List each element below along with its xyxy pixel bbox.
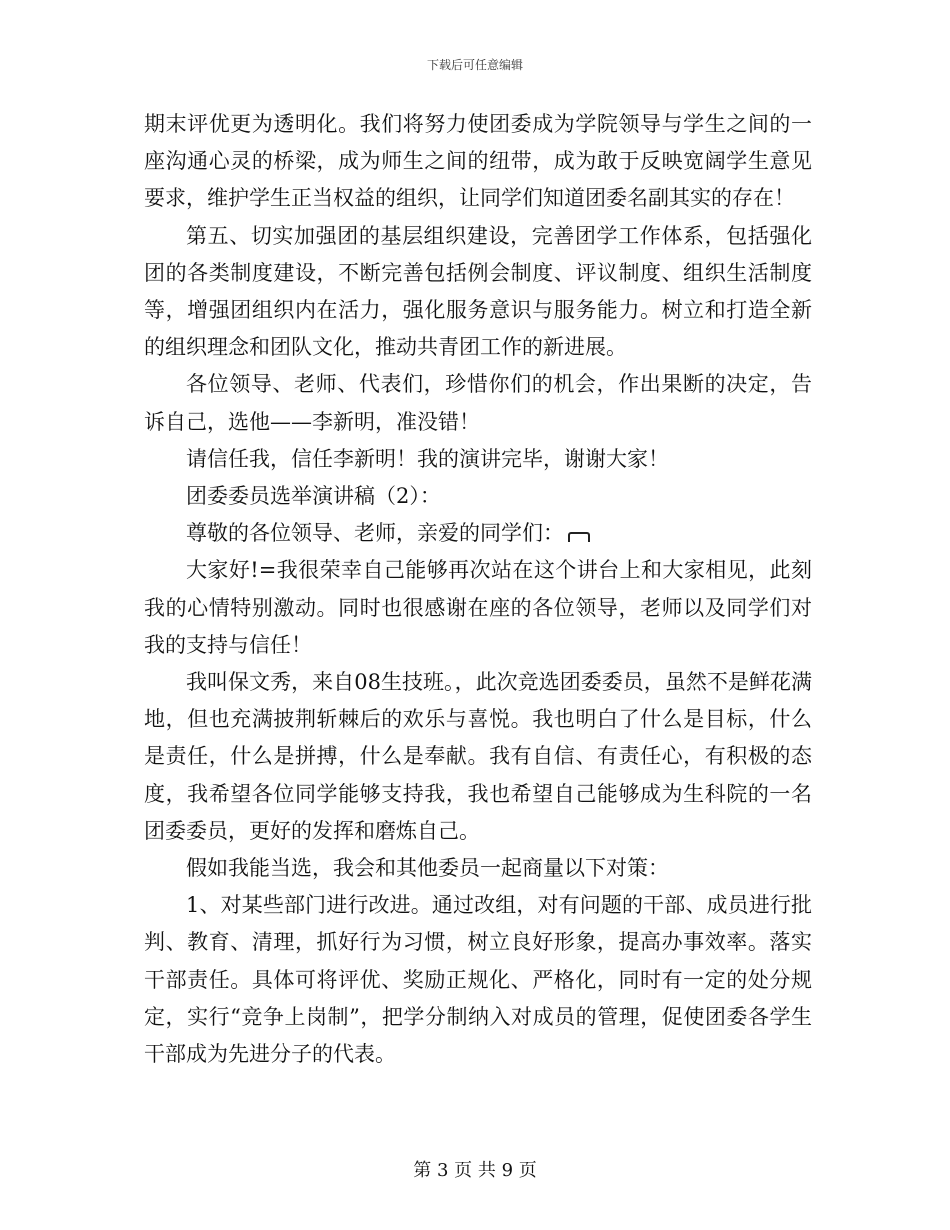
paragraph-closing: 请信任我，信任李新明！我的演讲完毕，谢谢大家！	[186, 446, 669, 471]
page-footer: 第 3 页 共 9 页	[413, 1160, 537, 1181]
page-header: 下载后可任意编辑	[426, 58, 523, 72]
paragraph-plans-intro: 假如我能当选，我会和其他委员一起商量以下对策：	[186, 856, 669, 881]
paragraph-appeal: 各位领导、老师、代表们，珍惜你们的机会，作出果断的决定，告诉自己，选他——李新明，准没错！	[144, 372, 812, 434]
document-body	[144, 106, 812, 1073]
paragraph-fifth-point: 第五、切实加强团的基层组织建设，完善团学工作体系，包括强化团的各类制度建设，不断完善包括例会制度、评议制度、组织生活制度等，增强团组织内在活力，强化服务意识与服务能力。树立和打造全新的组织理念和团队文化，推动共青团工作的新进展。	[144, 223, 812, 360]
paragraph-continuation: 期末评优更为透明化。我们将努力使团委成为学院领导与学生之间的一座沟通心灵的桥梁，成为师生之间的纽带，成为敢于反映宽阔学生意见要求，维护学生正当权益的组织，让同学们知道团委名副其实的存在！	[144, 112, 812, 211]
paragraph-hello: 大家好!=我很荣幸自己能够再次站在这个讲台上和大家相见，此刻我的心情特别激动。同时也很感谢在座的各位领导，老师以及同学们对我的支持与信任！	[144, 558, 812, 657]
edit-mark-icon	[568, 532, 590, 542]
paragraph-plan-1: 1、对某些部门进行改进。通过改组，对有问题的干部、成员进行批判、教育、清理，抓好行为习惯，树立良好形象，提高办事效率。落实干部责任。具体可将评优、奖励正规化、严格化，同时有一定的处分规定，实行“竞争上岗制”，把学分制纳入对成员的管理，促使团委各学生干部成为先进分子的代表。	[144, 893, 812, 1067]
speech-title: 团委委员选举演讲稿（2）：	[186, 484, 441, 509]
paragraph-greeting-wrap	[144, 515, 812, 552]
paragraph-introduction: 我叫保文秀，来自08生技班。，此次竞选团委委员，虽然不是鲜花满地，但也充满披荆斩棘后的欢乐与喜悦。我也明白了什么是目标，什么是责任，什么是拼搏，什么是奉献。我有自信、有责任心，有积极的态度，我希望各位同学能够支持我，我也希望自己能够成为生科院的一名团委委员，更好的发挥和磨炼自己。	[144, 670, 812, 843]
paragraph-greeting: 尊敬的各位领导、老师，亲爱的同学们：	[186, 521, 564, 546]
